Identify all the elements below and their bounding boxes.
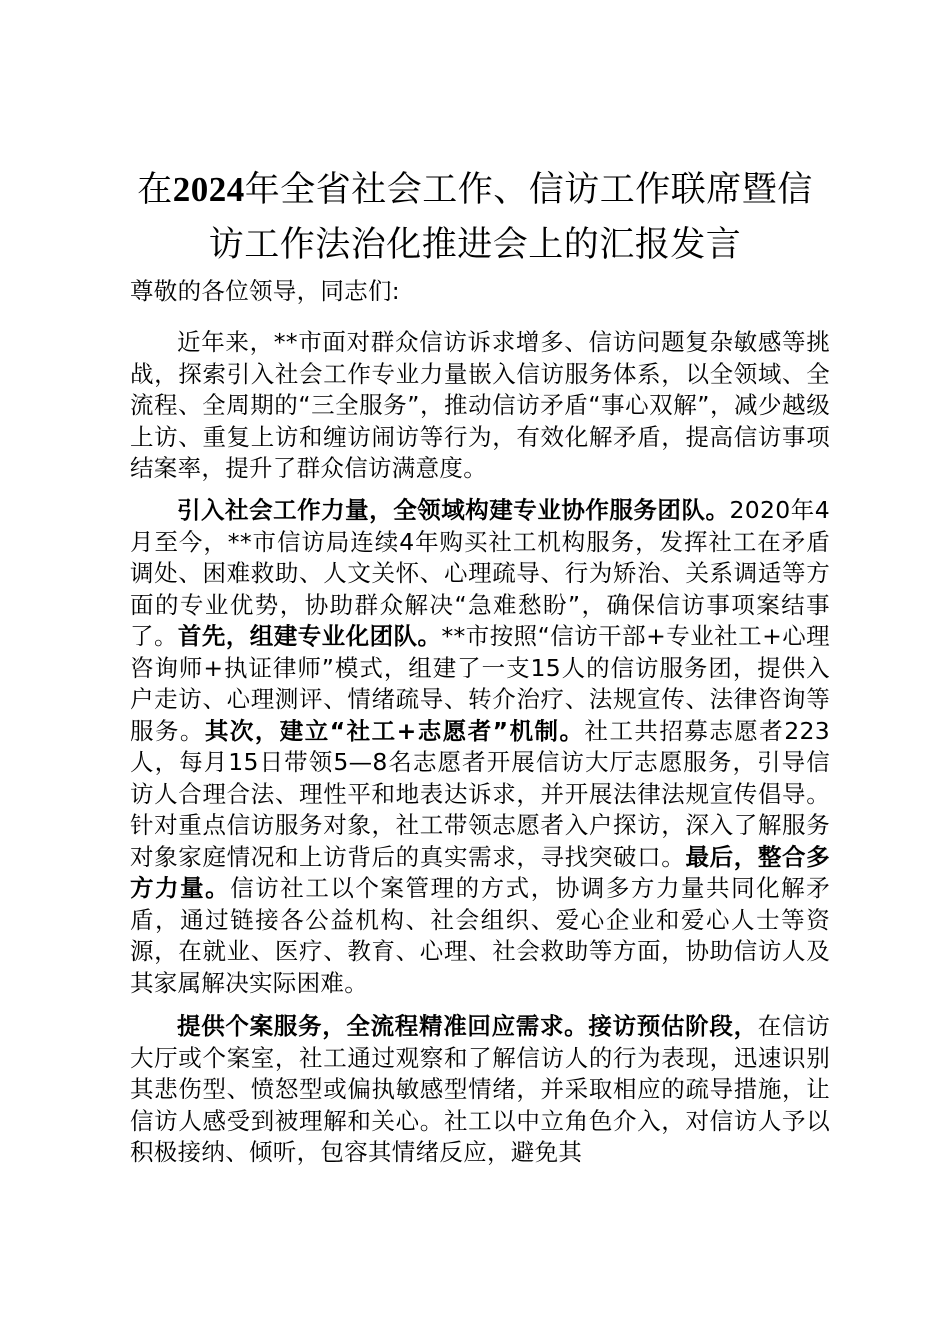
title-prefix: 在 xyxy=(137,170,173,210)
paragraph-social-work-force xyxy=(130,495,830,999)
subheading-first: 首先，组建专业化团队。 xyxy=(177,622,442,650)
title-line1-rest: 年全省社会工作、信访工作联席暨信 xyxy=(244,170,813,210)
subheading-second: 其次，建立“社工+志愿者”机制。 xyxy=(204,716,585,745)
paragraph-text: 信访社工以个案管理的方式，协调多方力量共同化解矛盾，通过链接各公益机构、社会组织、爱心企业和爱心人士等资源，在就业、医疗、教育、心理、社会救助等方面，协助信访人及其家属解决实际困难。 xyxy=(130,874,831,997)
paragraph-text: 2020年4月至今，**市信访局连续4年购买社工机构服务，发挥社工在矛盾调处、困难救助、人文关怀、心理疏导、行为矫治、关系调适等方面的专业优势，协助群众解决“急难愁盼”，确保信访事项案结事了。 xyxy=(130,496,830,650)
paragraph-text: **市按照“信访干部+专业社工+心理咨询师+执证律师”模式，组建了一支15人的信访服务团，提供入户走访、心理测评、情绪疏导、转介治疗、法规宣传、法律咨询等服务。 xyxy=(130,622,830,745)
paragraph-case-service xyxy=(130,1011,830,1169)
subheading-intake: 接访预估阶段， xyxy=(588,1012,758,1040)
section-heading: 提供个案服务，全流程精准回应需求。 xyxy=(177,1012,589,1040)
title-line2: 访工作法治化推进会上的汇报发言 xyxy=(208,225,742,265)
paragraph-intro: 近年来，**市面对群众信访诉求增多、信访问题复杂敏感等挑战，探索引入社会工作专业力量嵌入信访服务体系，以全领域、全流程、全周期的“三全服务”，推动信访矛盾“事心双解”，减少越级上访、重复上访和缠访闹访等行为，有效化解矛盾，提高信访事项结案率，提升了群众信访满意度。 xyxy=(130,328,830,482)
section-heading: 引入社会工作力量，全领域构建专业协作服务团队。 xyxy=(177,496,730,524)
title-year: 2024 xyxy=(172,170,245,209)
subheading-last: 最后，整合多方力量。 xyxy=(130,842,830,902)
salutation: 尊敬的各位领导，同志们: xyxy=(130,277,401,305)
paragraph-text: 在信访大厅或个案室，社工通过观察和了解信访人的行为表现，迅速识别其悲伤型、愤怒型或偏执敏感型情绪，并采取相应的疏导措施，让信访人感受到被理解和关心。社工以中立角色介入，对信访人予以积极接纳、倾听，包容其情绪反应，避免其 xyxy=(130,1012,830,1166)
document-title xyxy=(120,162,830,273)
paragraph-text: 社工共招募志愿者223人，每月15日带领5—8名志愿者开展信访大厅志愿服务，引导信访人合理合法、理性平和地表达诉求，并开展法律法规宣传倡导。针对重点信访服务对象，社工带领志愿者入户探访，深入了解服务对象家庭情况和上访背后的真实需求，寻找突破口。 xyxy=(130,716,830,871)
